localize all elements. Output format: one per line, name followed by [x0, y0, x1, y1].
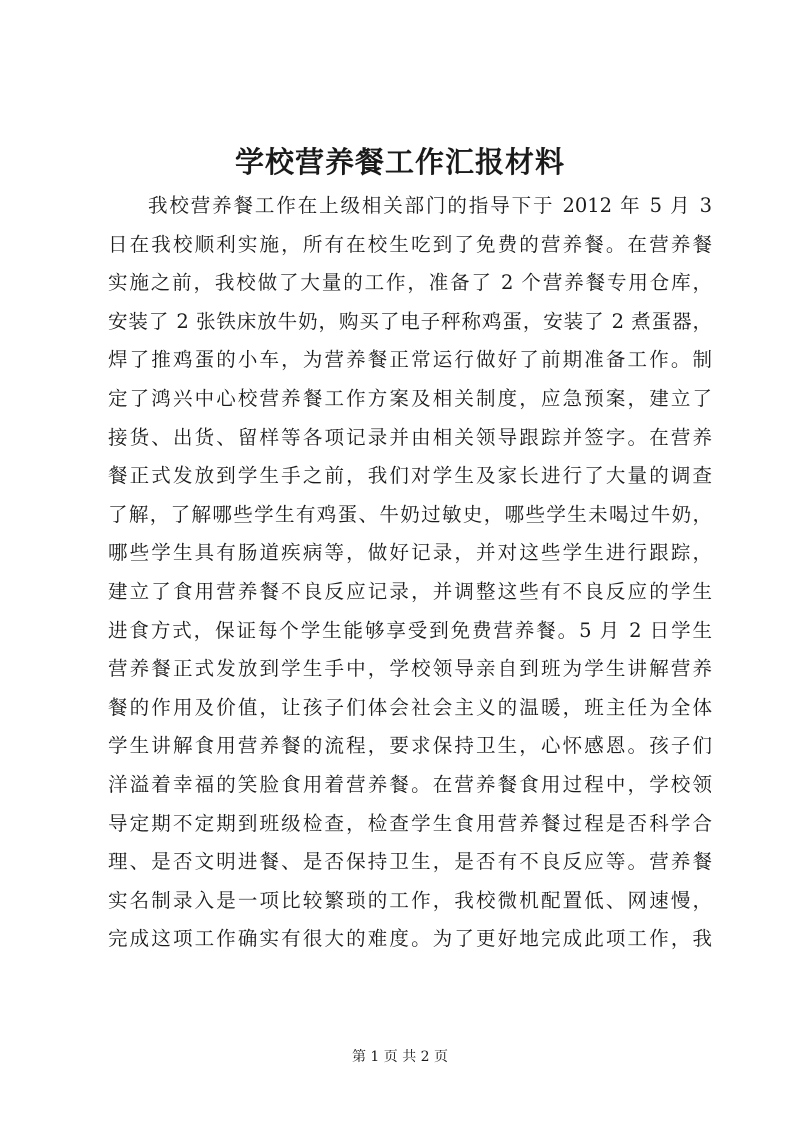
body-line: 进食方式，保证每个学生能够享受到免费营养餐。5 月 2 日学生 — [108, 618, 712, 642]
body-line: 理、是否文明进餐、是否保持卫生，是否有不良反应等。营养餐 — [108, 850, 712, 874]
body-line: 洋溢着幸福的笑脸食用着营养餐。在营养餐食用过程中，学校领 — [108, 772, 712, 796]
body-line: 日在我校顺利实施，所有在校生吃到了免费的营养餐。在营养餐 — [108, 232, 712, 256]
body-line: 定了鸿兴中心校营养餐工作方案及相关制度，应急预案，建立了 — [108, 386, 712, 410]
page-footer: 第 1 页 共 2 页 — [351, 1049, 449, 1065]
body-line: 实施之前，我校做了大量的工作，准备了 2 个营养餐专用仓库， — [108, 271, 712, 295]
body-line: 餐的作用及价值，让孩子们体会社会主义的温暖，班主任为全体 — [108, 695, 712, 719]
body-line: 接货、出货、留样等各项记录并由相关领导跟踪并签字。在营养 — [108, 425, 712, 449]
document-body — [108, 187, 712, 959]
body-line: 了解，了解哪些学生有鸡蛋、牛奶过敏史，哪些学生未喝过牛奶， — [108, 502, 712, 526]
body-line: 焊了推鸡蛋的小车，为营养餐正常运行做好了前期准备工作。制 — [108, 348, 712, 372]
body-line: 我校营养餐工作在上级相关部门的指导下于 2012 年 5 月 3 — [148, 194, 712, 217]
body-line: 完成这项工作确实有很大的难度。为了更好地完成此项工作，我 — [108, 927, 712, 951]
body-line: 营养餐正式发放到学生手中，学校领导亲自到班为学生讲解营养 — [108, 657, 712, 681]
body-line: 建立了食用营养餐不良反应记录，并调整这些有不良反应的学生 — [108, 579, 712, 603]
body-line: 导定期不定期到班级检查，检查学生食用营养餐过程是否科学合 — [108, 811, 712, 835]
body-line: 学生讲解食用营养餐的流程，要求保持卫生，心怀感恩。孩子们 — [108, 734, 712, 758]
body-line: 哪些学生具有肠道疾病等，做好记录，并对这些学生进行跟踪， — [108, 541, 712, 565]
body-line: 实名制录入是一项比较繁琐的工作，我校微机配置低、网速慢， — [108, 888, 712, 912]
body-line: 餐正式发放到学生手之前，我们对学生及家长进行了大量的调查 — [108, 464, 712, 488]
document-title: 学校营养餐工作汇报材料 — [234, 145, 565, 179]
body-line: 安装了 2 张铁床放牛奶，购买了电子秤称鸡蛋，安装了 2 煮蛋器， — [108, 309, 712, 333]
